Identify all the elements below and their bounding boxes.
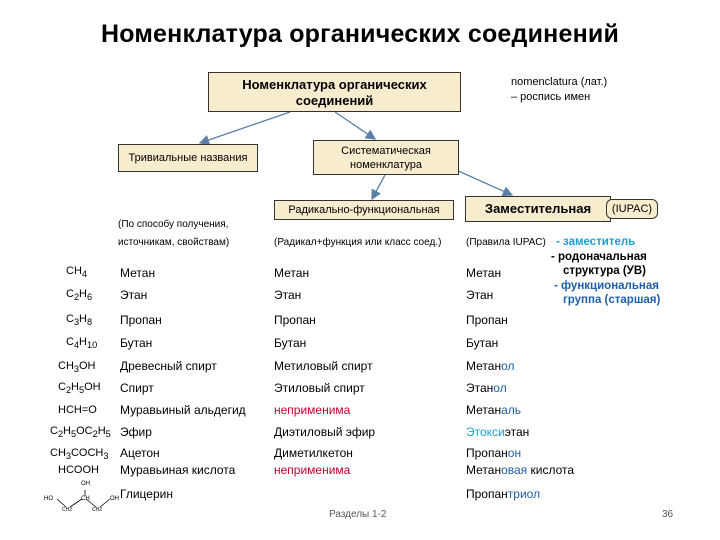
glycerol-ho-left: HO bbox=[44, 496, 53, 502]
radical-name: Диэтиловый эфир bbox=[274, 425, 376, 439]
page-title: Номенклатура органических соединений bbox=[100, 20, 620, 48]
radical-name: Этиловый спирт bbox=[274, 381, 365, 395]
systematic-box: Систематическая номенклатура bbox=[313, 140, 459, 175]
formula-methanol: $CH_3OH$ bbox=[58, 360, 96, 375]
legend-substituent: - заместитель bbox=[556, 236, 636, 248]
substitutive-name: Пропанон bbox=[466, 446, 522, 460]
trivial-header-2: источникам, свойствам) bbox=[118, 237, 230, 248]
trivial-name: Метан bbox=[120, 266, 156, 280]
substitutive-name: Метановая кислота bbox=[466, 463, 575, 477]
formula-acetone: $CH_3COCH_3$ bbox=[50, 447, 109, 462]
trivial-name: Этан bbox=[120, 288, 148, 302]
legend-parent-2: структура (УВ) bbox=[563, 265, 646, 277]
substitutive-name: Метанол bbox=[466, 359, 515, 373]
arrow-to-systematic bbox=[335, 112, 375, 139]
legend-parent-1: - родоначальная bbox=[551, 251, 647, 263]
radical-name: Этан bbox=[274, 288, 302, 302]
substitutive-header: (Правила IUPAC) bbox=[466, 237, 546, 248]
radical-name: Бутан bbox=[274, 336, 307, 350]
substitutive-name: Этан bbox=[466, 288, 494, 302]
radical-box: Радикально-функциональная bbox=[274, 200, 454, 220]
radical-name-not-applicable: неприменима bbox=[274, 463, 351, 477]
iupac-tag: (IUPAC) bbox=[606, 199, 658, 219]
substitutive-name: Метаналь bbox=[466, 403, 522, 417]
formula-methane: $CH_4$ bbox=[66, 265, 87, 280]
latin-note-line2: – роспись имен bbox=[511, 91, 591, 103]
trivial-name: Бутан bbox=[120, 336, 153, 350]
legend-group-2: группа (старшая) bbox=[563, 294, 661, 306]
substitutive-box: Заместительная bbox=[465, 196, 611, 222]
trivial-name: Муравьиная кислота bbox=[120, 463, 236, 477]
trivial-name: Спирт bbox=[120, 381, 154, 395]
trivial-name: Эфир bbox=[120, 425, 152, 439]
trivial-name: Пропан bbox=[120, 313, 162, 327]
trivial-name: Древесный спирт bbox=[120, 359, 217, 373]
radical-name: Диметилкетон bbox=[274, 446, 353, 460]
radical-header: (Радикал+функция или класс соед.) bbox=[274, 237, 442, 248]
substitutive-name: Пропантриол bbox=[466, 487, 541, 501]
main-box: Номенклатура органических соединений bbox=[208, 72, 461, 112]
substitutive-name: Этанол bbox=[466, 381, 507, 395]
radical-name-not-applicable: неприменима bbox=[274, 403, 351, 417]
substitutive-name: Пропан bbox=[466, 313, 508, 327]
radical-name: Пропан bbox=[274, 313, 316, 327]
arrow-to-trivial bbox=[200, 112, 290, 143]
formula-ethane: $C_2H_6$ bbox=[66, 288, 93, 303]
glycerol-ch2-right: CH2 bbox=[92, 507, 103, 513]
glycerol-oh-right: OH bbox=[110, 496, 119, 502]
radical-name: Метиловый спирт bbox=[274, 359, 373, 373]
glycerol-ch2-left: CH2 bbox=[62, 507, 73, 513]
latin-note-line1: nomenclatura (лат.) bbox=[511, 76, 608, 88]
trivial-name: Глицерин bbox=[120, 487, 173, 501]
glycerol-oh-top: OH bbox=[81, 481, 90, 487]
formula-formic-acid: HCOOH bbox=[58, 464, 99, 476]
formula-formaldehyde: HCH=O bbox=[58, 404, 97, 416]
formula-ether: $C_2H_5OC_2H_5$ bbox=[50, 425, 111, 440]
substitutive-name: Этоксиэтан bbox=[466, 425, 530, 439]
trivial-name: Ацетон bbox=[120, 446, 160, 460]
trivial-name: Муравьиный альдегид bbox=[120, 403, 246, 417]
glycerol-ch-mid: CH bbox=[81, 496, 90, 502]
formula-butane: $C_4H_{10}$ bbox=[66, 336, 98, 351]
legend-group-1: - функциональная bbox=[554, 280, 659, 292]
radical-name: Метан bbox=[274, 266, 310, 280]
formula-propane: $C_3H_8$ bbox=[66, 313, 93, 328]
arrow-to-radical bbox=[372, 175, 385, 199]
formula-ethanol: $C_2H_5OH$ bbox=[58, 381, 101, 396]
substitutive-name: Метан bbox=[466, 266, 502, 280]
trivial-header-1: (По способу получения, bbox=[118, 219, 229, 230]
trivial-box: Тривиальные названия bbox=[118, 144, 258, 172]
page-number: 36 bbox=[662, 509, 674, 520]
section-label: Разделы 1-2 bbox=[329, 509, 387, 520]
substitutive-name: Бутан bbox=[466, 336, 499, 350]
